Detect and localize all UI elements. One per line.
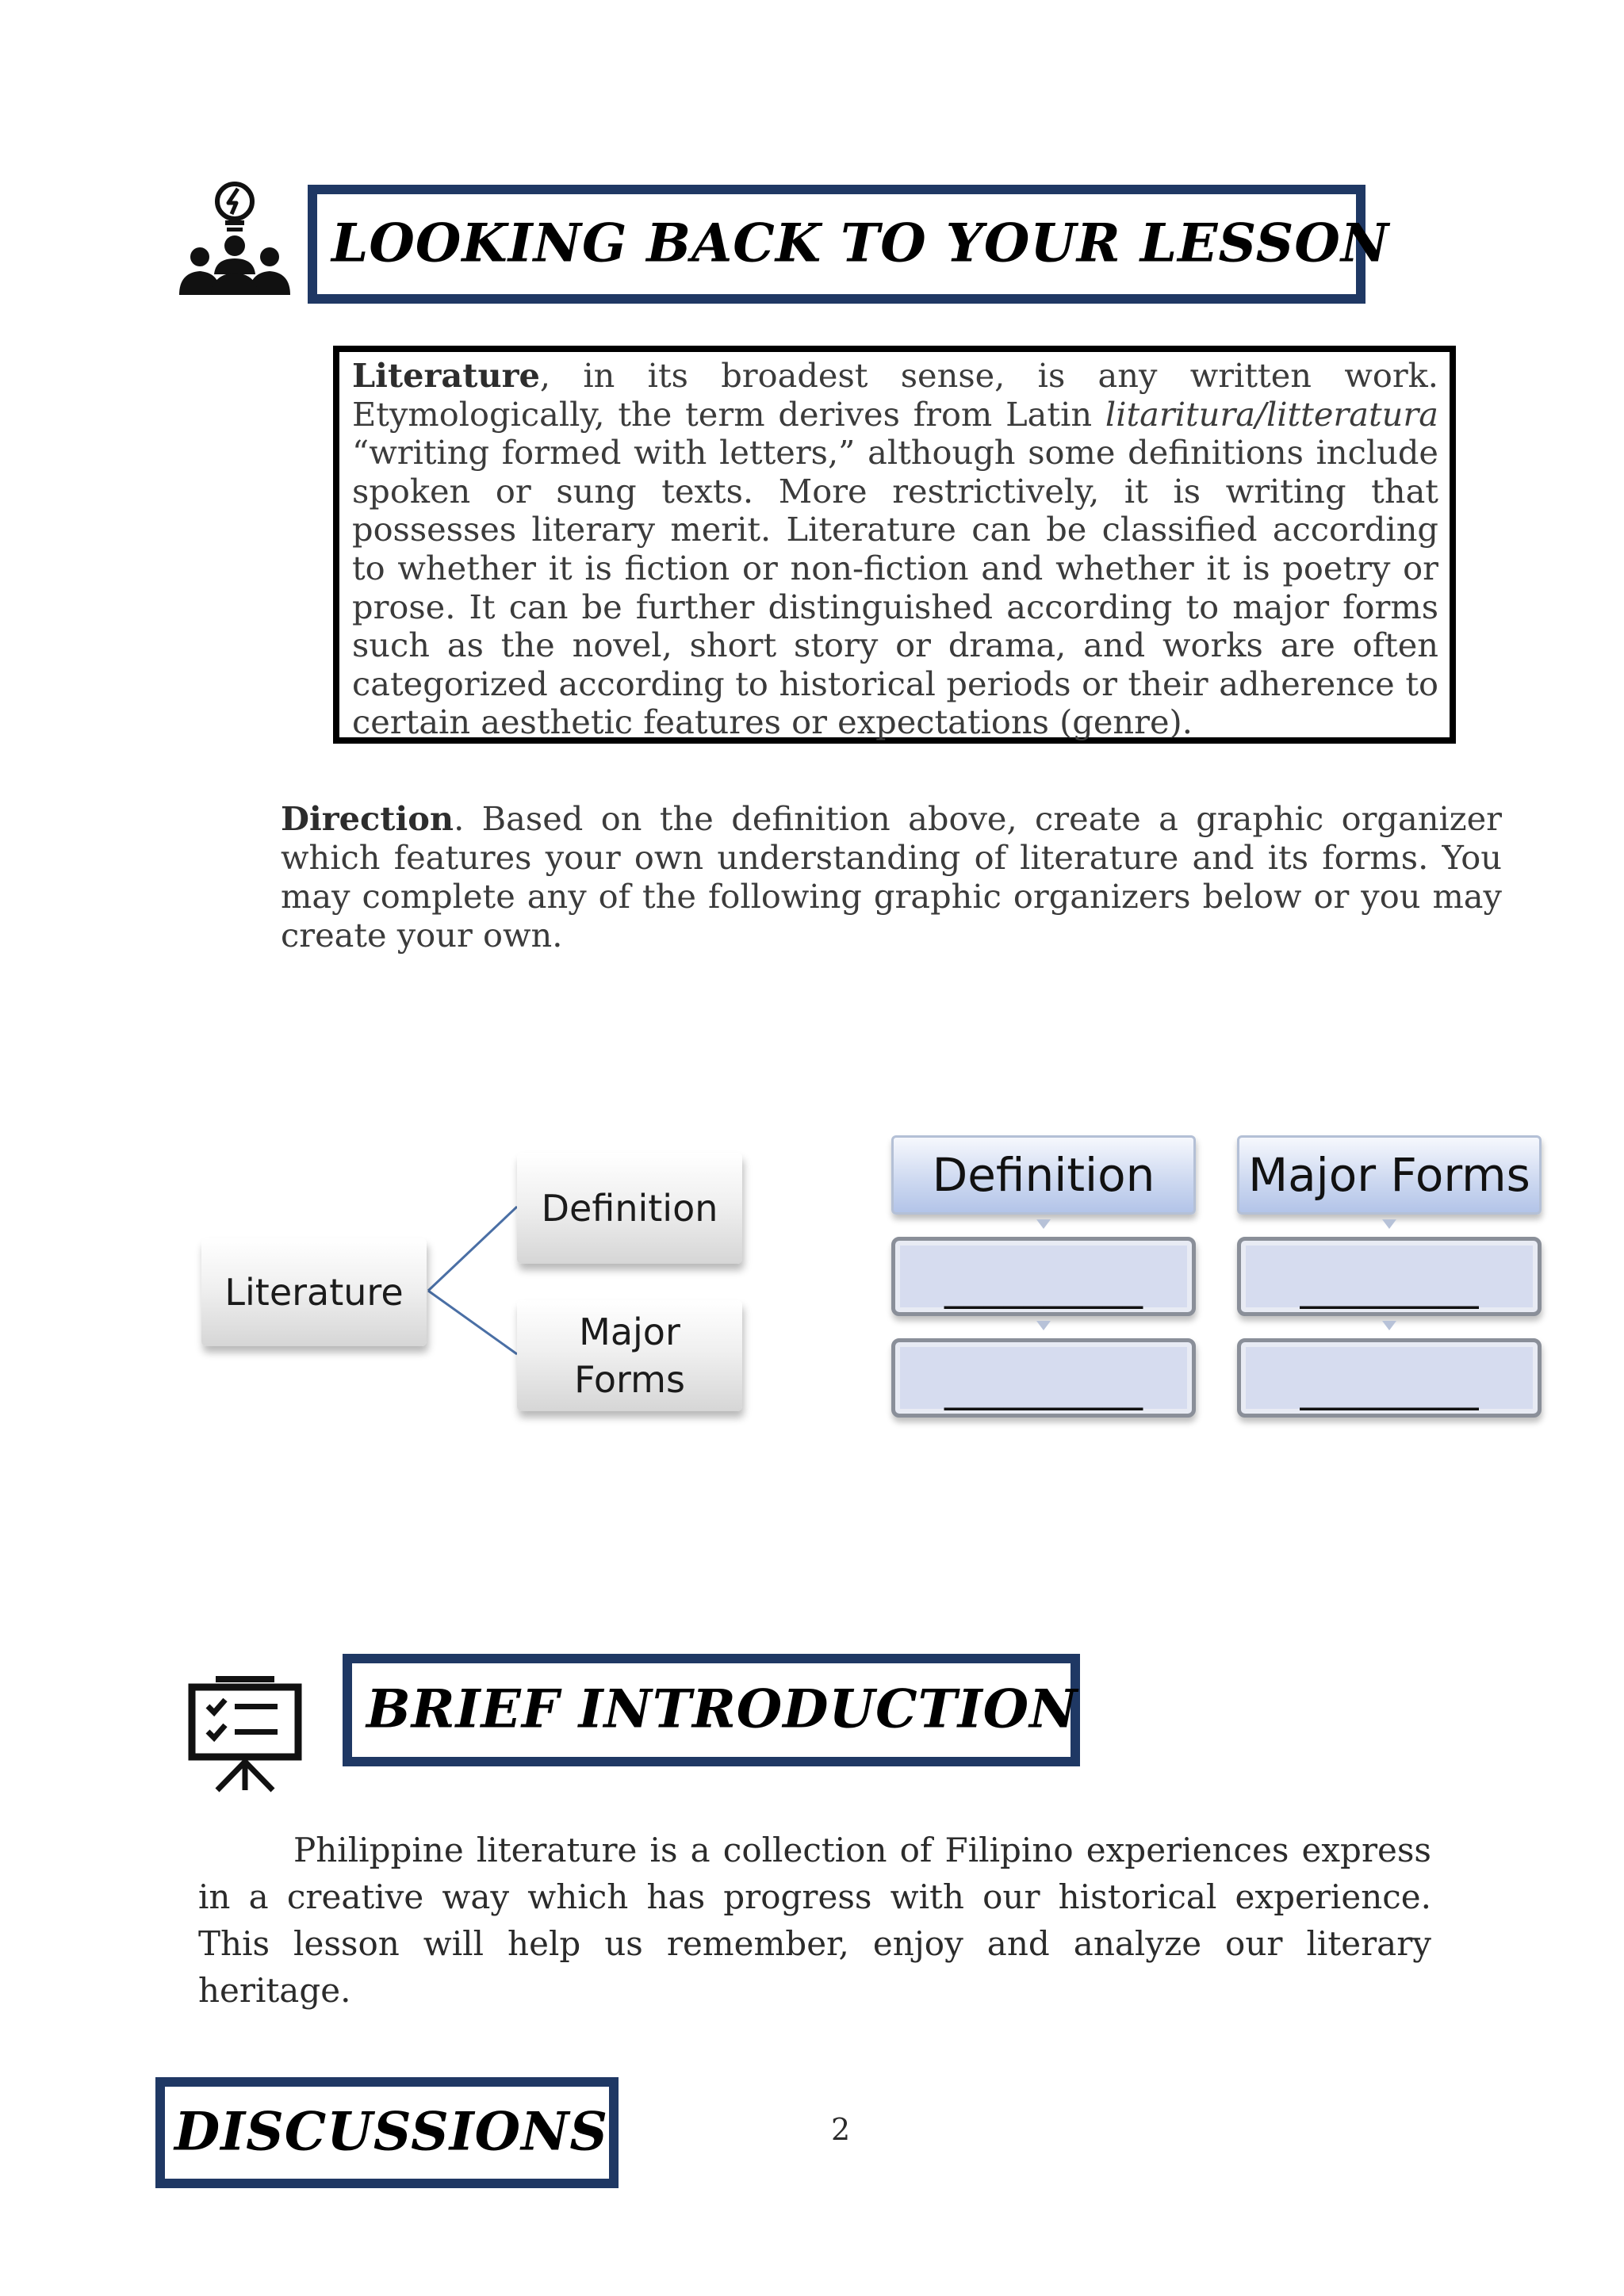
arrow-down-icon xyxy=(1382,1321,1396,1330)
definition-term: Literature xyxy=(352,356,540,395)
column-major-forms-cell-1[interactable] xyxy=(1237,1237,1542,1316)
tree-branch-major-forms-line2: Forms xyxy=(574,1358,685,1401)
arrow-down-icon xyxy=(1036,1321,1051,1330)
brief-intro-title: BRIEF INTRODUCTION xyxy=(366,1678,1078,1740)
direction-paragraph xyxy=(281,799,1502,955)
tree-branch-major-forms[interactable] xyxy=(517,1300,742,1411)
presentation-board-icon xyxy=(186,1674,304,1793)
discussions-header xyxy=(155,2077,619,2188)
blank-line: _________ xyxy=(1300,1263,1479,1309)
direction-text: . Based on the definition above, create a graphic organizer which features your own understanding of literature and its forms. You may complete any of the following graphic organizers below or you may create your own. xyxy=(281,799,1502,955)
definition-text-part-1: , in its broadest sense, is any written work. Etymologically, the term derives from Latin xyxy=(352,356,1438,434)
column-header-major-forms[interactable] xyxy=(1237,1135,1542,1215)
blank-line: __________ xyxy=(944,1364,1143,1410)
blank-line: _________ xyxy=(1300,1364,1479,1410)
brief-intro-body: Philippine literature is a collection of Filipino experiences express in a creative way which has progress with our historical experience. This lesson will help us remember, enjoy and analyze our literary heritage. xyxy=(198,1831,1431,2010)
column-header-major-forms-label: Major Forms xyxy=(1248,1148,1530,1202)
column-header-definition[interactable] xyxy=(891,1135,1196,1215)
column-header-definition-label: Definition xyxy=(932,1148,1155,1202)
tree-root-label: Literature xyxy=(224,1271,404,1314)
discussions-title: DISCUSSIONS xyxy=(174,2100,609,2163)
looking-back-title: LOOKING BACK TO YOUR LESSON xyxy=(331,212,1390,274)
blank-line: __________ xyxy=(944,1263,1143,1309)
column-definition-cell-2[interactable] xyxy=(891,1338,1196,1418)
team-idea-icon xyxy=(176,181,293,298)
tree-root-literature[interactable] xyxy=(201,1238,427,1346)
brief-intro-header xyxy=(343,1654,1080,1766)
tree-branch-definition[interactable] xyxy=(517,1153,742,1264)
column-definition-cell-1[interactable] xyxy=(891,1237,1196,1316)
arrow-down-icon xyxy=(1382,1219,1396,1229)
literature-definition-text xyxy=(352,357,1438,742)
arrow-down-icon xyxy=(1036,1219,1051,1229)
brief-intro-text xyxy=(198,1827,1431,2014)
tree-connector-lines xyxy=(420,1189,531,1364)
tree-branch-definition-label: Definition xyxy=(541,1187,718,1230)
column-major-forms-cell-2[interactable] xyxy=(1237,1338,1542,1418)
direction-label: Direction xyxy=(281,799,454,838)
definition-text-part-2: “writing formed with letters,” although some definitions include spoken or sung texts. More restrictively, it is writing that possesses literary merit. Literature can be classified according to whether it is fiction or non-fiction and whether it is poetry or prose. It can be further distinguished according to major forms such as the novel, short story or drama, and works are often categorized according to historical periods or their adherence to certain aesthetic features or expectations (genre). xyxy=(352,433,1438,742)
looking-back-header xyxy=(308,185,1390,304)
tree-branch-major-forms-line1: Major xyxy=(579,1311,680,1353)
page-number: 2 xyxy=(831,2112,851,2147)
literature-definition-box xyxy=(333,346,1456,744)
definition-latin-term: litaritura/litteratura xyxy=(1105,394,1438,434)
